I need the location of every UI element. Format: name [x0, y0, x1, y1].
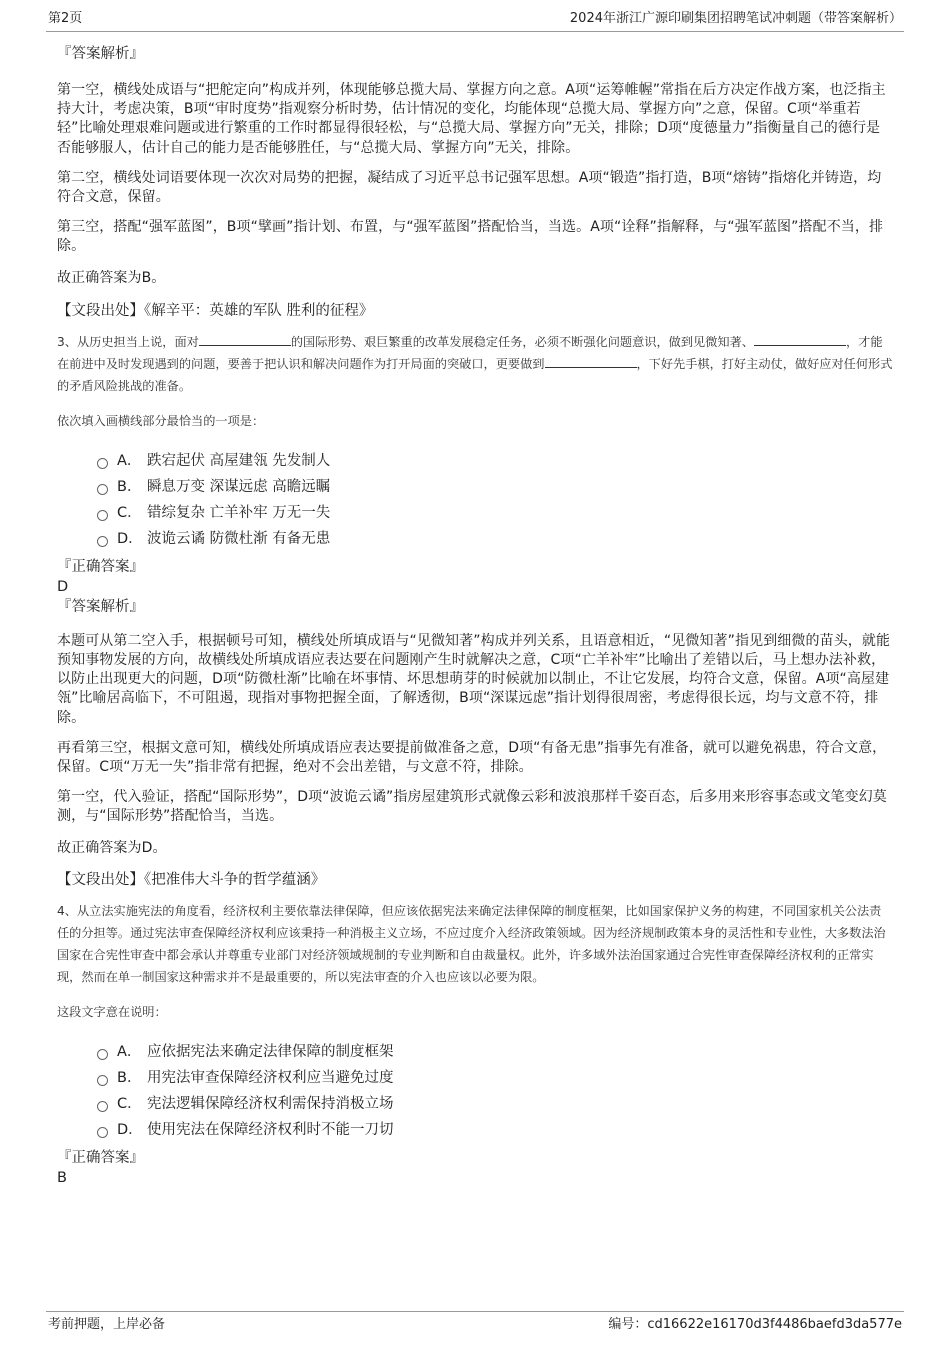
radio-icon[interactable] [97, 536, 108, 547]
q3-conclusion: 故正确答案为D。 [57, 839, 167, 856]
page-footer [46, 1311, 904, 1336]
footer-slogan: 考前押题，上岸必备 [48, 1317, 166, 1332]
q3-option-c[interactable]: C． 错综复杂 亡羊补牢 万无一失 [97, 500, 893, 526]
q4-prompt: 这段文字意在说明： [57, 1004, 167, 1019]
q4-answer: B [57, 1169, 67, 1186]
q2-analysis-label: 『答案解析』 [57, 46, 144, 62]
q3-answer: D [57, 578, 69, 595]
q2-analysis-p1: 第一空，横线处成语与“把舵定向”构成并列，体现能够总揽大局、掌握方向之意。A项“运筹帷幄”常指在后方决定作战方案，也泛指主持大计，考虑决策，B项“审时度势”指观察分析时势，估计情况的变化，均能体现“总揽大局、掌握方向”之意，保留。C项“举重若轻”比喻处理艰难问题或进行繁重的工作时都显得很轻松，与“总揽大局、掌握方向”无关，排除；D项“度德量力”指衡量自己的德行是否能够服人，估计自己的能力是否能够胜任，与“总揽大局、掌握方向”无关，排除。 [57, 82, 886, 156]
radio-icon[interactable] [97, 484, 108, 495]
radio-icon[interactable] [97, 458, 108, 469]
document-title: 2024年浙江广源印刷集团招聘笔试冲刺题（带答案解析） [569, 11, 902, 26]
q4-answer-label: 『正确答案』 [57, 1149, 144, 1166]
q3-analysis-p1: 本题可从第二空入手，根据顿号可知，横线处所填成语与“见微知著”构成并列关系，且语意相近，“见微知著”指见到细微的苗头，就能预知事物发展的方向，故横线处所填成语应表达要在问题刚产生时就解决之意，C项“亡羊补牢”比喻出了差错以后，马上想办法补救，以防止出现更大的问题，D项“防微杜渐”比喻在坏事情、坏思想萌芽的时候就加以制止，不让它发展，均符合文意，保留。A项“高屋建瓴”比喻居高临下，不可阻遏，现指对事物把握全面，了解透彻，B项“深谋远虑”指计划得很周密，考虑得很长远，均与文意不符，排除。 [57, 632, 891, 726]
q3-analysis-p3: 第一空，代入验证，搭配“国际形势”，D项“波诡云谲”指房屋建筑形式就像云彩和波浪那样千姿百态，后多用来形容事态或文笔变幻莫测，与“国际形势”搭配恰当，当选。 [57, 789, 887, 825]
q3-analysis-p2: 再看第三空，根据文意可知，横线处所填成语应表达要提前做准备之意，D项“有备无患”指事先有准备，就可以避免祸患，符合文意，保留。C项“万无一失”指非常有把握，绝对不会出差错，与文意不符，排除。 [57, 739, 887, 776]
q4-option-b[interactable]: B． 用宪法审查保障经济权利应当避免过度 [97, 1065, 893, 1091]
radio-icon[interactable] [97, 1075, 108, 1086]
radio-icon[interactable] [97, 1049, 108, 1060]
q3-analysis-label: 『答案解析』 [57, 598, 144, 615]
q3-stem-part-d: ，下好先手棋，打好主动仗，做好应对任何形式的矛盾风险挑战的准备。 [57, 356, 893, 393]
radio-icon[interactable] [97, 510, 108, 521]
page-number: 第2页 [48, 11, 83, 26]
radio-icon[interactable] [97, 1101, 108, 1112]
q3-answer-label: 『正确答案』 [57, 558, 144, 575]
q3-stem-part-a: 3、从历史担当上说，面对 [57, 334, 199, 349]
main-content [57, 44, 893, 1188]
document-id: 编号：cd16622e16170d3f4486baefd3da577e [608, 1317, 902, 1332]
q3-stem-part-b: 的国际形势、艰巨繁重的改革发展稳定任务，必须不断强化问题意识，做到见微知著、 [290, 334, 754, 349]
q3-option-d[interactable]: D． 波诡云谲 防微杜渐 有备无患 [97, 526, 893, 552]
q3-prompt: 依次填入画横线部分最恰当的一项是： [57, 413, 265, 428]
q2-analysis-p2: 第二空，横线处词语要体现一次次对局势的把握，凝结成了习近平总书记强军思想。A项“锻造”指打造，B项“熔铸”指熔化并铸造，均符合文意，保留。 [57, 169, 882, 206]
q3-options [97, 448, 893, 552]
q2-analysis-p3: 第三空，搭配“强军蓝图”，B项“擘画”指计划、布置，与“强军蓝图”搭配恰当，当选。A项“诠释”指解释，与“强军蓝图”搭配不当，排除。 [57, 219, 884, 255]
q4-stem: 4、从立法实施宪法的角度看，经济权利主要依靠法律保障，但应该依据宪法来确定法律保障的制度框架，比如国家保护义务的构建，不同国家机关公法责任的分担等。通过宪法审查保障经济权利应该秉持一种消极主义立场，不应过度介入经济政策领域。因为经济规制政策本身的灵活性和专业性，大多数法治国家在合宪性审查中都会承认并尊重专业部门对经济领域规制的专业判断和自由裁量权。此外，许多域外法治国家通过合宪性审查保障经济权利的正常实现，然而在单一制国家这种需求并不是最重要的，所以宪法审查的介入也应该以必要为限。 [57, 903, 886, 984]
q4-option-c[interactable]: C． 宪法逻辑保障经济权利需保持消极立场 [97, 1091, 893, 1117]
q3-option-a[interactable]: A． 跌宕起伏 高屋建瓴 先发制人 [97, 448, 893, 474]
q3-blank-1 [199, 333, 291, 346]
q4-option-d[interactable]: D． 使用宪法在保障经济权利时不能一刀切 [97, 1117, 893, 1143]
q4-options [97, 1039, 893, 1143]
page-header [46, 9, 904, 32]
q3-stem-part-c: ，才能在前进中及时发现遇到的问题，要善于把认识和解决问题作为打开局面的突破口，更要做到 [57, 334, 883, 371]
q3-blank-3 [545, 355, 637, 368]
q2-conclusion: 故正确答案为B。 [57, 269, 166, 286]
q4-option-a[interactable]: A． 应依据宪法来确定法律保障的制度框架 [97, 1039, 893, 1065]
q3-source: 【文段出处】《把准伟大斗争的哲学蕴涵》 [57, 871, 326, 888]
q2-source: 【文段出处】《解辛平：英雄的军队 胜利的征程》 [57, 302, 374, 319]
q3-option-b[interactable]: B． 瞬息万变 深谋远虑 高瞻远瞩 [97, 474, 893, 500]
radio-icon[interactable] [97, 1127, 108, 1138]
q3-blank-2 [754, 333, 846, 346]
q3-stem [57, 331, 893, 397]
